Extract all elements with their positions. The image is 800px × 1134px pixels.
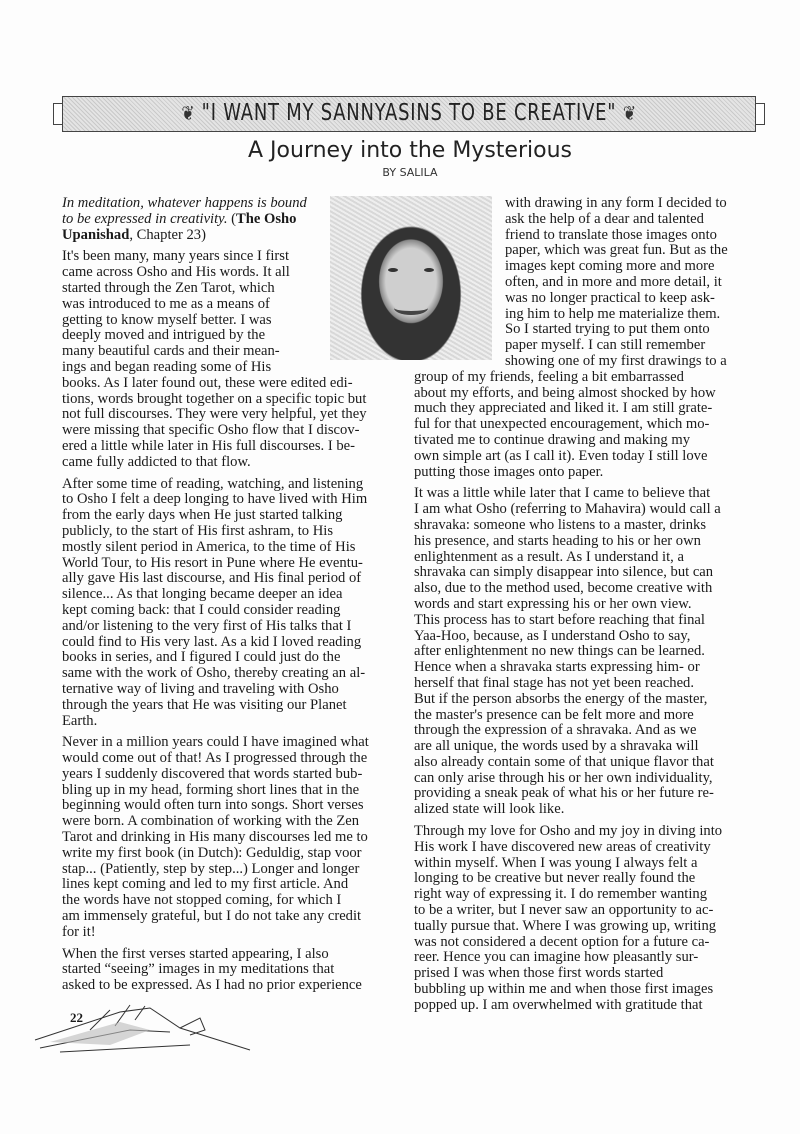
text-line: often, and in more and more detail, it	[505, 273, 722, 290]
quote-source-title: Upanishad	[62, 226, 130, 243]
text-line: to Osho I felt a deep longing to have lived with Him	[62, 491, 368, 508]
text-line: showing one of my first drawings to a	[505, 352, 727, 369]
text-line: shravaka can simply disappear into silence, but can	[414, 564, 714, 581]
text-line: getting to know myself better. I was	[62, 311, 272, 328]
text-line: came across Osho and His words. It all	[62, 264, 290, 281]
text-line: When the first verses started appearing, I also	[62, 945, 329, 962]
text-line: started through the Zen Tarot, which	[62, 279, 275, 296]
text-line: ered a little while later in His full discourses. I be-	[62, 437, 356, 454]
text-line: paper myself. I can still remember	[505, 337, 706, 354]
text-line: silence... As that longing became deeper an idea	[62, 586, 343, 603]
paragraph	[414, 196, 774, 480]
text-line: lines kept coming and led to my first article. And	[62, 876, 349, 893]
text-line: It was a little while later that I came to believe that	[414, 485, 711, 502]
epigraph-quote	[62, 196, 397, 243]
text-line: providing a sneak peak of what his or her future re-	[414, 785, 714, 802]
text-line: His work I have discovered new areas of creativity	[414, 838, 711, 855]
text-line: ful for that unexpected encouragement, which mo-	[414, 416, 710, 433]
text-line: tivated me to continue drawing and making my	[414, 431, 690, 448]
text-line: am immensely grateful, but I do not take any credit	[62, 908, 362, 925]
text-line: also already contain some of that unique flavor that	[414, 753, 714, 770]
text-line: reer. Hence you can imagine how pleasantly sur-	[414, 949, 699, 966]
page-number: 22	[70, 1010, 83, 1025]
text-line: tually pursue that. Where I was growing up, writing	[414, 917, 717, 934]
text-line: putting those images onto paper.	[414, 463, 604, 480]
text-line: and/or listening to the very first of His talks that I	[62, 617, 352, 634]
text-line: group of my friends, feeling a bit embarrassed	[414, 368, 684, 385]
text-line: was not considered a decent option for a future ca-	[414, 933, 710, 950]
text-line: Hence when a shravaka starts expressing him- or	[414, 659, 700, 676]
text-line: paper, which was great fun. But as the	[505, 242, 728, 259]
text-line: same with the work of Osho, thereby creating an al-	[62, 665, 366, 682]
paragraph	[414, 486, 774, 818]
text-line: Tarot and drinking in His many discourses led me to	[62, 829, 368, 846]
right-column	[414, 196, 774, 1020]
paragraph	[62, 735, 397, 940]
text-line: to be a writer, but I never saw an opportunity to ac-	[414, 902, 714, 919]
quote-source-title: The Osho	[236, 210, 297, 227]
text-line: friend to translate those images onto	[505, 226, 717, 243]
text-line: ings and began reading some of His	[62, 358, 272, 375]
text-line: for it!	[62, 923, 96, 940]
text-line: publicly, to the start of His first ashram, to His	[62, 522, 334, 539]
landscape-sketch-icon	[30, 1000, 260, 1060]
text-line: own simple art (as I call it). Even today I still love	[414, 447, 708, 464]
quote-chapter: , Chapter 23)	[129, 226, 206, 243]
text-line: kept coming back: that I could consider reading	[62, 601, 341, 618]
text-line: right way of expressing it. I do remember wanting	[414, 886, 708, 903]
text-line: prised I was when those first words started	[414, 965, 664, 982]
text-line: deeply moved and intrigued by the	[62, 327, 266, 344]
text-line: shravaka: someone who listens to a master, drinks	[414, 516, 707, 533]
text-line: So I started trying to put them onto	[505, 321, 710, 338]
text-line: years I suddenly discovered that words started bub-	[62, 765, 363, 782]
text-line: Through my love for Osho and my joy in diving into	[414, 823, 723, 840]
text-line: from the early days when He just started talking	[62, 507, 343, 524]
text-line: about my efforts, and being almost shocked by how	[414, 384, 716, 401]
heart-ornament-icon: ❦	[181, 101, 196, 125]
paragraph	[414, 824, 774, 1014]
text-line: ask the help of a dear and talented	[505, 210, 704, 227]
text-line: was no longer practical to keep ask-	[505, 289, 715, 306]
text-line: write my first book (in Dutch): Geduldig, stap voor	[62, 844, 362, 861]
text-line: ing him to help me materialize them.	[505, 305, 721, 322]
text-line: within myself. When I was young I always felt a	[414, 854, 698, 871]
byline: BY SALILA	[382, 166, 438, 179]
text-line: enlightenment as a result. As I understand it, a	[414, 548, 684, 565]
text-line: his presence, and starts heading to his or her own	[414, 532, 701, 549]
text-line: after enlightenment no new things can be learned.	[414, 643, 705, 660]
quote-line: In meditation, whatever happens is bound	[62, 195, 307, 211]
heart-ornament-icon: ❦	[622, 101, 637, 125]
text-line: bling up in my head, forming short lines that in the	[62, 781, 360, 798]
text-line: were born. A combination of working with the Zen	[62, 813, 360, 830]
paragraph	[62, 947, 397, 994]
text-line: are all unique, the words used by a shravaka will	[414, 738, 699, 755]
text-line: popped up. I am overwhelmed with gratitude that	[414, 996, 703, 1013]
text-line: After some time of reading, watching, and listening	[62, 475, 364, 492]
text-line: images kept coming more and more	[505, 258, 715, 275]
text-line: World Tour, to His resort in Pune where He eventu-	[62, 554, 363, 571]
text-line: ally gave His last discourse, and His final period of	[62, 570, 362, 587]
text-line: beginning would often turn into songs. Short verses	[62, 797, 364, 814]
section-banner	[62, 96, 756, 132]
text-line: the master's presence can be felt more and more	[414, 706, 694, 723]
text-line: the words have not stopped coming, for which I	[62, 892, 342, 909]
text-line: Earth.	[62, 712, 98, 729]
text-line: herself that final stage has not yet been reached.	[414, 674, 694, 691]
text-line: Never in a million years could I have imagined what	[62, 734, 369, 751]
text-line: I am what Osho (referring to Mahavira) would call a	[414, 501, 721, 518]
text-line: would come out of that! As I progressed through the	[62, 750, 368, 767]
paragraph	[62, 249, 397, 470]
text-line: longing to be creative but never really found the	[414, 870, 696, 887]
text-line: alized state will look like.	[414, 801, 565, 818]
text-line: also, due to the method used, become creative with	[414, 580, 713, 597]
text-line: tions, words brought together on a specific topic but	[62, 390, 367, 407]
quote-paren: (	[227, 210, 236, 227]
text-line: asked to be expressed. As I had no prior experience	[62, 977, 362, 994]
text-line: books. As I later found out, these were edited edi-	[62, 374, 353, 391]
text-line: This process has to start before reaching that final	[414, 611, 705, 628]
text-line: were missing that specific Osho flow that I discov-	[62, 422, 360, 439]
text-line: mostly silent period in America, to the time of His	[62, 538, 356, 555]
paragraph	[62, 477, 397, 730]
text-line: But if the person absorbs the energy of the master,	[414, 690, 708, 707]
text-line: not full discourses. They were very helpful, yet they	[62, 406, 367, 423]
text-line: Yaa-Hoo, because, as I understand Osho to say,	[414, 627, 691, 644]
text-line: It's been many, many years since I first	[62, 248, 290, 265]
text-line: could find to His very last. As a kid I loved reading	[62, 633, 362, 650]
text-line: stap... (Patiently, step by step...) Longer and longer	[62, 860, 360, 877]
text-line: through the years that He was visiting our Planet	[62, 696, 347, 713]
banner-title: "I WANT MY SANNYASINS TO BE CREATIVE"	[201, 100, 617, 126]
text-line: books in series, and I figured I could just do the	[62, 649, 341, 666]
text-line: with drawing in any form I decided to	[505, 195, 727, 211]
text-line: came fully addicted to that flow.	[62, 453, 251, 470]
text-line: many beautiful cards and their mean-	[62, 343, 280, 360]
text-line: bubbling up within me and when those first images	[414, 981, 714, 998]
text-line: words and start expressing his or her own view.	[414, 595, 692, 612]
left-column	[62, 196, 397, 1000]
text-line: was introduced to me as a means of	[62, 295, 270, 312]
text-line: ternative way of living and traveling with Osho	[62, 680, 339, 697]
text-line: through the expression of a shravaka. And as we	[414, 722, 697, 739]
text-line: started “seeing” images in my meditations that	[62, 961, 335, 978]
text-line: can only arise through his or her own individuality,	[414, 769, 713, 786]
quote-line: to be expressed in creativity.	[62, 210, 228, 227]
article-title: A Journey into the Mysterious	[248, 138, 572, 163]
text-line: much they appreciated and liked it. I am still grate-	[414, 400, 713, 417]
